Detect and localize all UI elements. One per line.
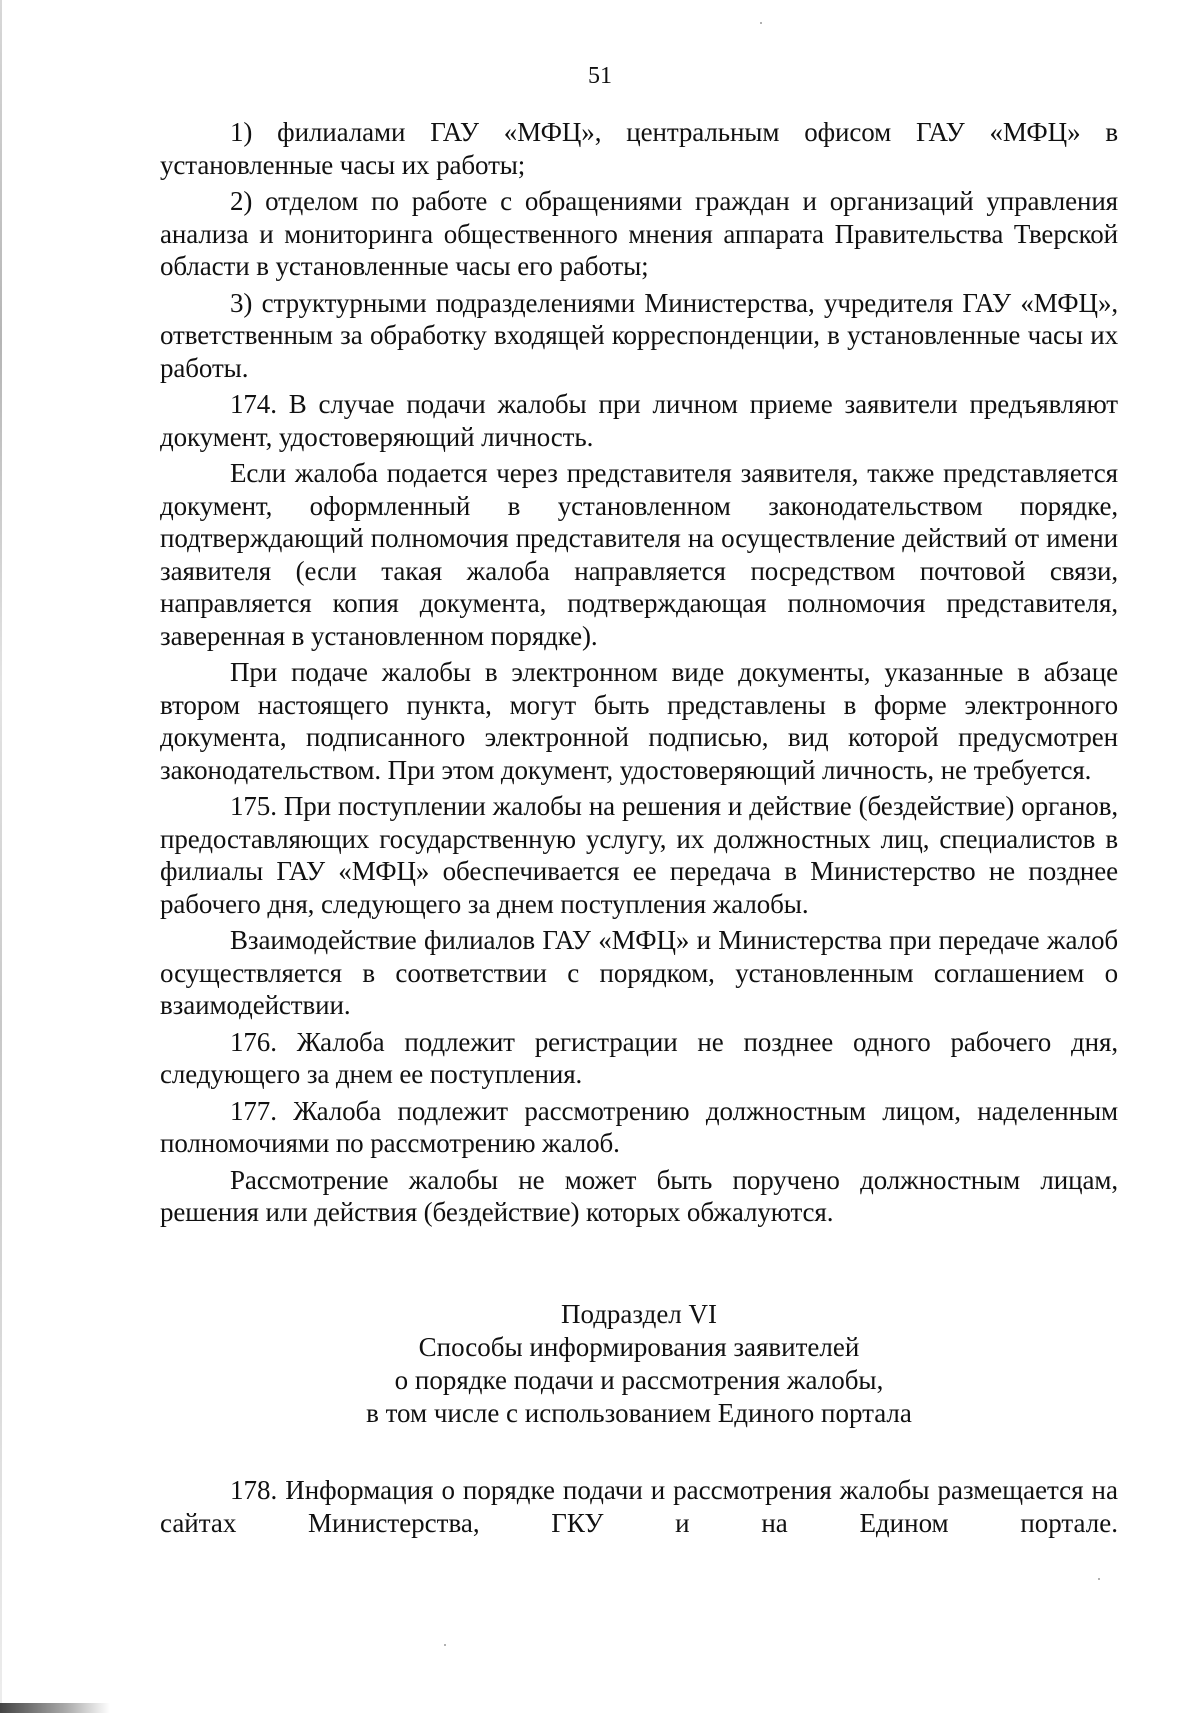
paragraph-175-interaction: Взаимодействие филиалов ГАУ «МФЦ» и Министерства при передаче жалоб осуществляется в соответствии с порядком, установленным соглашением о взаимодействии. — [160, 925, 1118, 1020]
scan-dust — [1098, 1578, 1100, 1580]
scan-edge — [0, 0, 2, 1713]
section-title-line: Способы информирования заявителей — [418, 1332, 860, 1362]
scan-dust — [444, 1644, 446, 1646]
body-text — [160, 116, 1118, 1233]
paragraph-174-representative: Если жалоба подается через представителя заявителя, также представляется документ, оформленный в установленном законодательством порядке, подтверждающий полномочия представителя на осуществление действий от имени заявителя (если такая жалоба направляется посредством почтовой связи, направляется копия документа, подтверждающая полномочия представителя, заверенная в установленном порядке). — [160, 458, 1118, 651]
paragraph-177: 177. Жалоба подлежит рассмотрению должностным лицом, наделенным полномочиями по рассмотрению жалоб. — [160, 1095, 1118, 1158]
paragraph-item-1: 1) филиалами ГАУ «МФЦ», центральным офисом ГАУ «МФЦ» в установленные часы их работы; — [160, 117, 1118, 180]
page-number: 51 — [588, 63, 612, 89]
section-title-line: в том числе с использованием Единого портала — [366, 1398, 912, 1428]
paragraph-177-restriction: Рассмотрение жалобы не может быть поручено должностным лицам, решения или действия (бездействие) которых обжалуются. — [160, 1164, 1118, 1227]
paragraph-174-electronic: При подаче жалобы в электронном виде документы, указанные в абзаце втором настоящего пункта, могут быть представлены в форме электронного документа, подписанного электронной подписью, вид которой предусмотрен законодательством. При этом документ, удостоверяющий личность, не требуется. — [160, 657, 1118, 785]
section-label: Подраздел VI — [560, 1299, 718, 1329]
scan-dust — [760, 22, 762, 24]
paragraph-174: 174. В случае подачи жалобы при личном приеме заявители предъявляют документ, удостоверяющий личность. — [160, 389, 1118, 452]
paragraph-178: 178. Информация о порядке подачи и рассмотрения жалобы размещается на сайтах Министерства, ГКУ и на Едином портале. — [160, 1475, 1118, 1538]
scan-artifact — [0, 1703, 110, 1713]
paragraph-176: 176. Жалоба подлежит регистрации не позднее одного рабочего дня, следующего за днем ее поступления. — [160, 1026, 1118, 1089]
paragraph-item-2: 2) отделом по работе с обращениями граждан и организаций управления анализа и мониторинга общественного мнения аппарата Правительства Тверской области в установленные часы его работы; — [160, 186, 1118, 281]
paragraph-175: 175. При поступлении жалобы на решения и действие (бездействие) органов, предоставляющих государственную услугу, их должностных лиц, специалистов в филиалы ГАУ «МФЦ» обеспечивается ее передача в Министерство не позднее рабочего дня, следующего за днем поступления жалобы. — [160, 791, 1118, 919]
section-heading — [160, 1298, 1118, 1430]
paragraph-item-3: 3) структурными подразделениями Министерства, учредителя ГАУ «МФЦ», ответственным за обработку входящей корреспонденции, в установленные часы их работы. — [160, 287, 1118, 383]
section-title-line: о порядке подачи и рассмотрения жалобы, — [394, 1365, 884, 1395]
